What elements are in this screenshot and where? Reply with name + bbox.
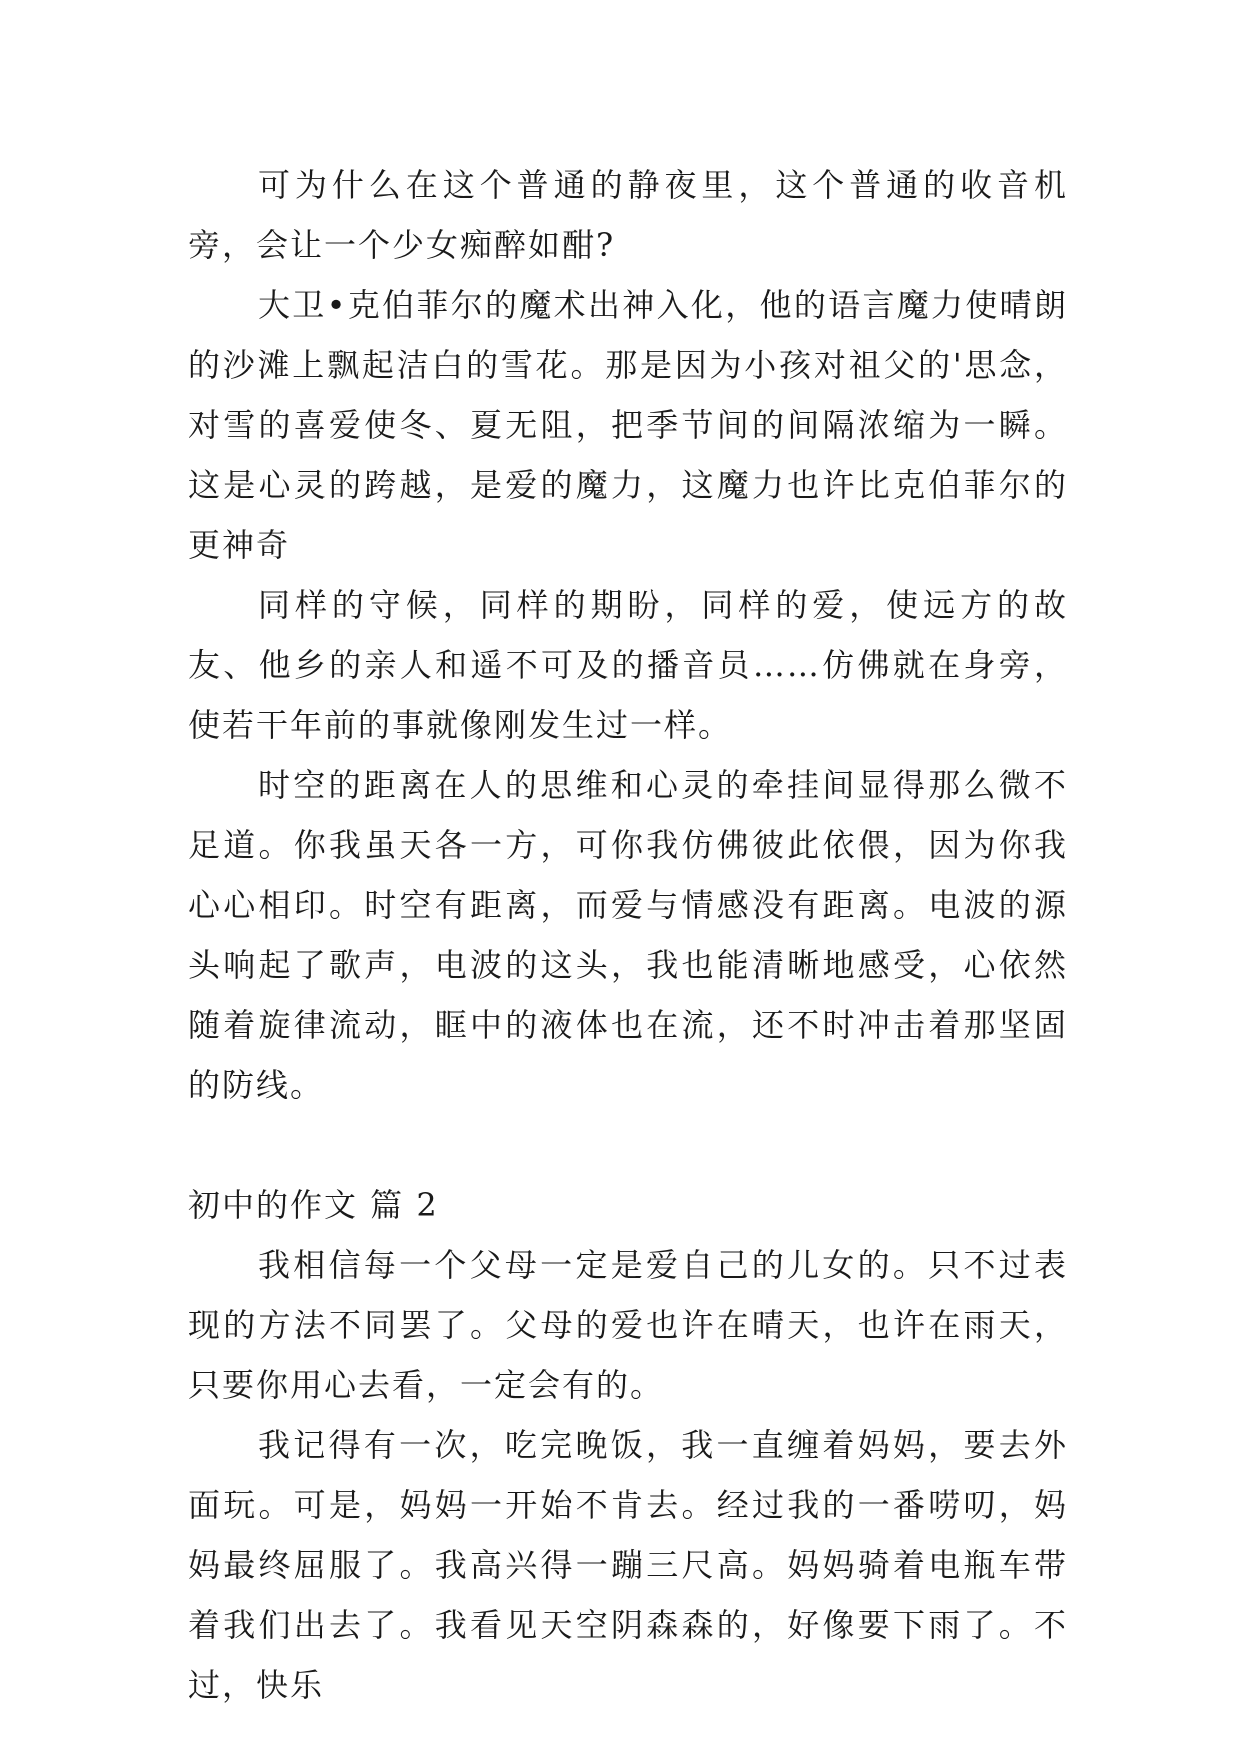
paragraph: 我记得有一次，吃完晚饭，我一直缠着妈妈，要去外面玩。可是，妈妈一开始不肯去。经过我的一番唠叨，妈妈最终屈服了。我高兴得一蹦三尺高。妈妈骑着电瓶车带着我们出去了。我看见天空阴森森的，好像要下雨了。不过，快乐 — [188, 1426, 1068, 1704]
section-heading: 初中的作文 篇 2 — [188, 1186, 439, 1224]
paragraph: 大卫•克伯菲尔的魔术出神入化，他的语言魔力使晴朗的沙滩上飘起洁白的雪花。那是因为小孩对祖父的'思念，对雪的喜爱使冬、夏无阻，把季节间的间隔浓缩为一瞬。这是心灵的跨越，是爱的魔力，这魔力也许比克伯菲尔的更神奇 — [188, 286, 1068, 564]
paragraph: 同样的守候，同样的期盼，同样的爱，使远方的故友、他乡的亲人和遥不可及的播音员……仿佛就在身旁，使若干年前的事就像刚发生过一样。 — [188, 586, 1068, 744]
document-page — [188, 155, 1068, 1715]
paragraph: 我相信每一个父母一定是爱自己的儿女的。只不过表现的方法不同罢了。父母的爱也许在晴天，也许在雨天，只要你用心去看，一定会有的。 — [188, 1246, 1068, 1404]
paragraph: 时空的距离在人的思维和心灵的牵挂间显得那么微不足道。你我虽天各一方，可你我仿佛彼此依偎，因为你我心心相印。时空有距离，而爱与情感没有距离。电波的源头响起了歌声，电波的这头，我也能清晰地感受，心依然随着旋律流动，眶中的液体也在流，还不时冲击着那坚固的防线。 — [188, 766, 1068, 1104]
paragraph: 可为什么在这个普通的静夜里，这个普通的收音机旁，会让一个少女痴醉如酣? — [188, 166, 1068, 264]
